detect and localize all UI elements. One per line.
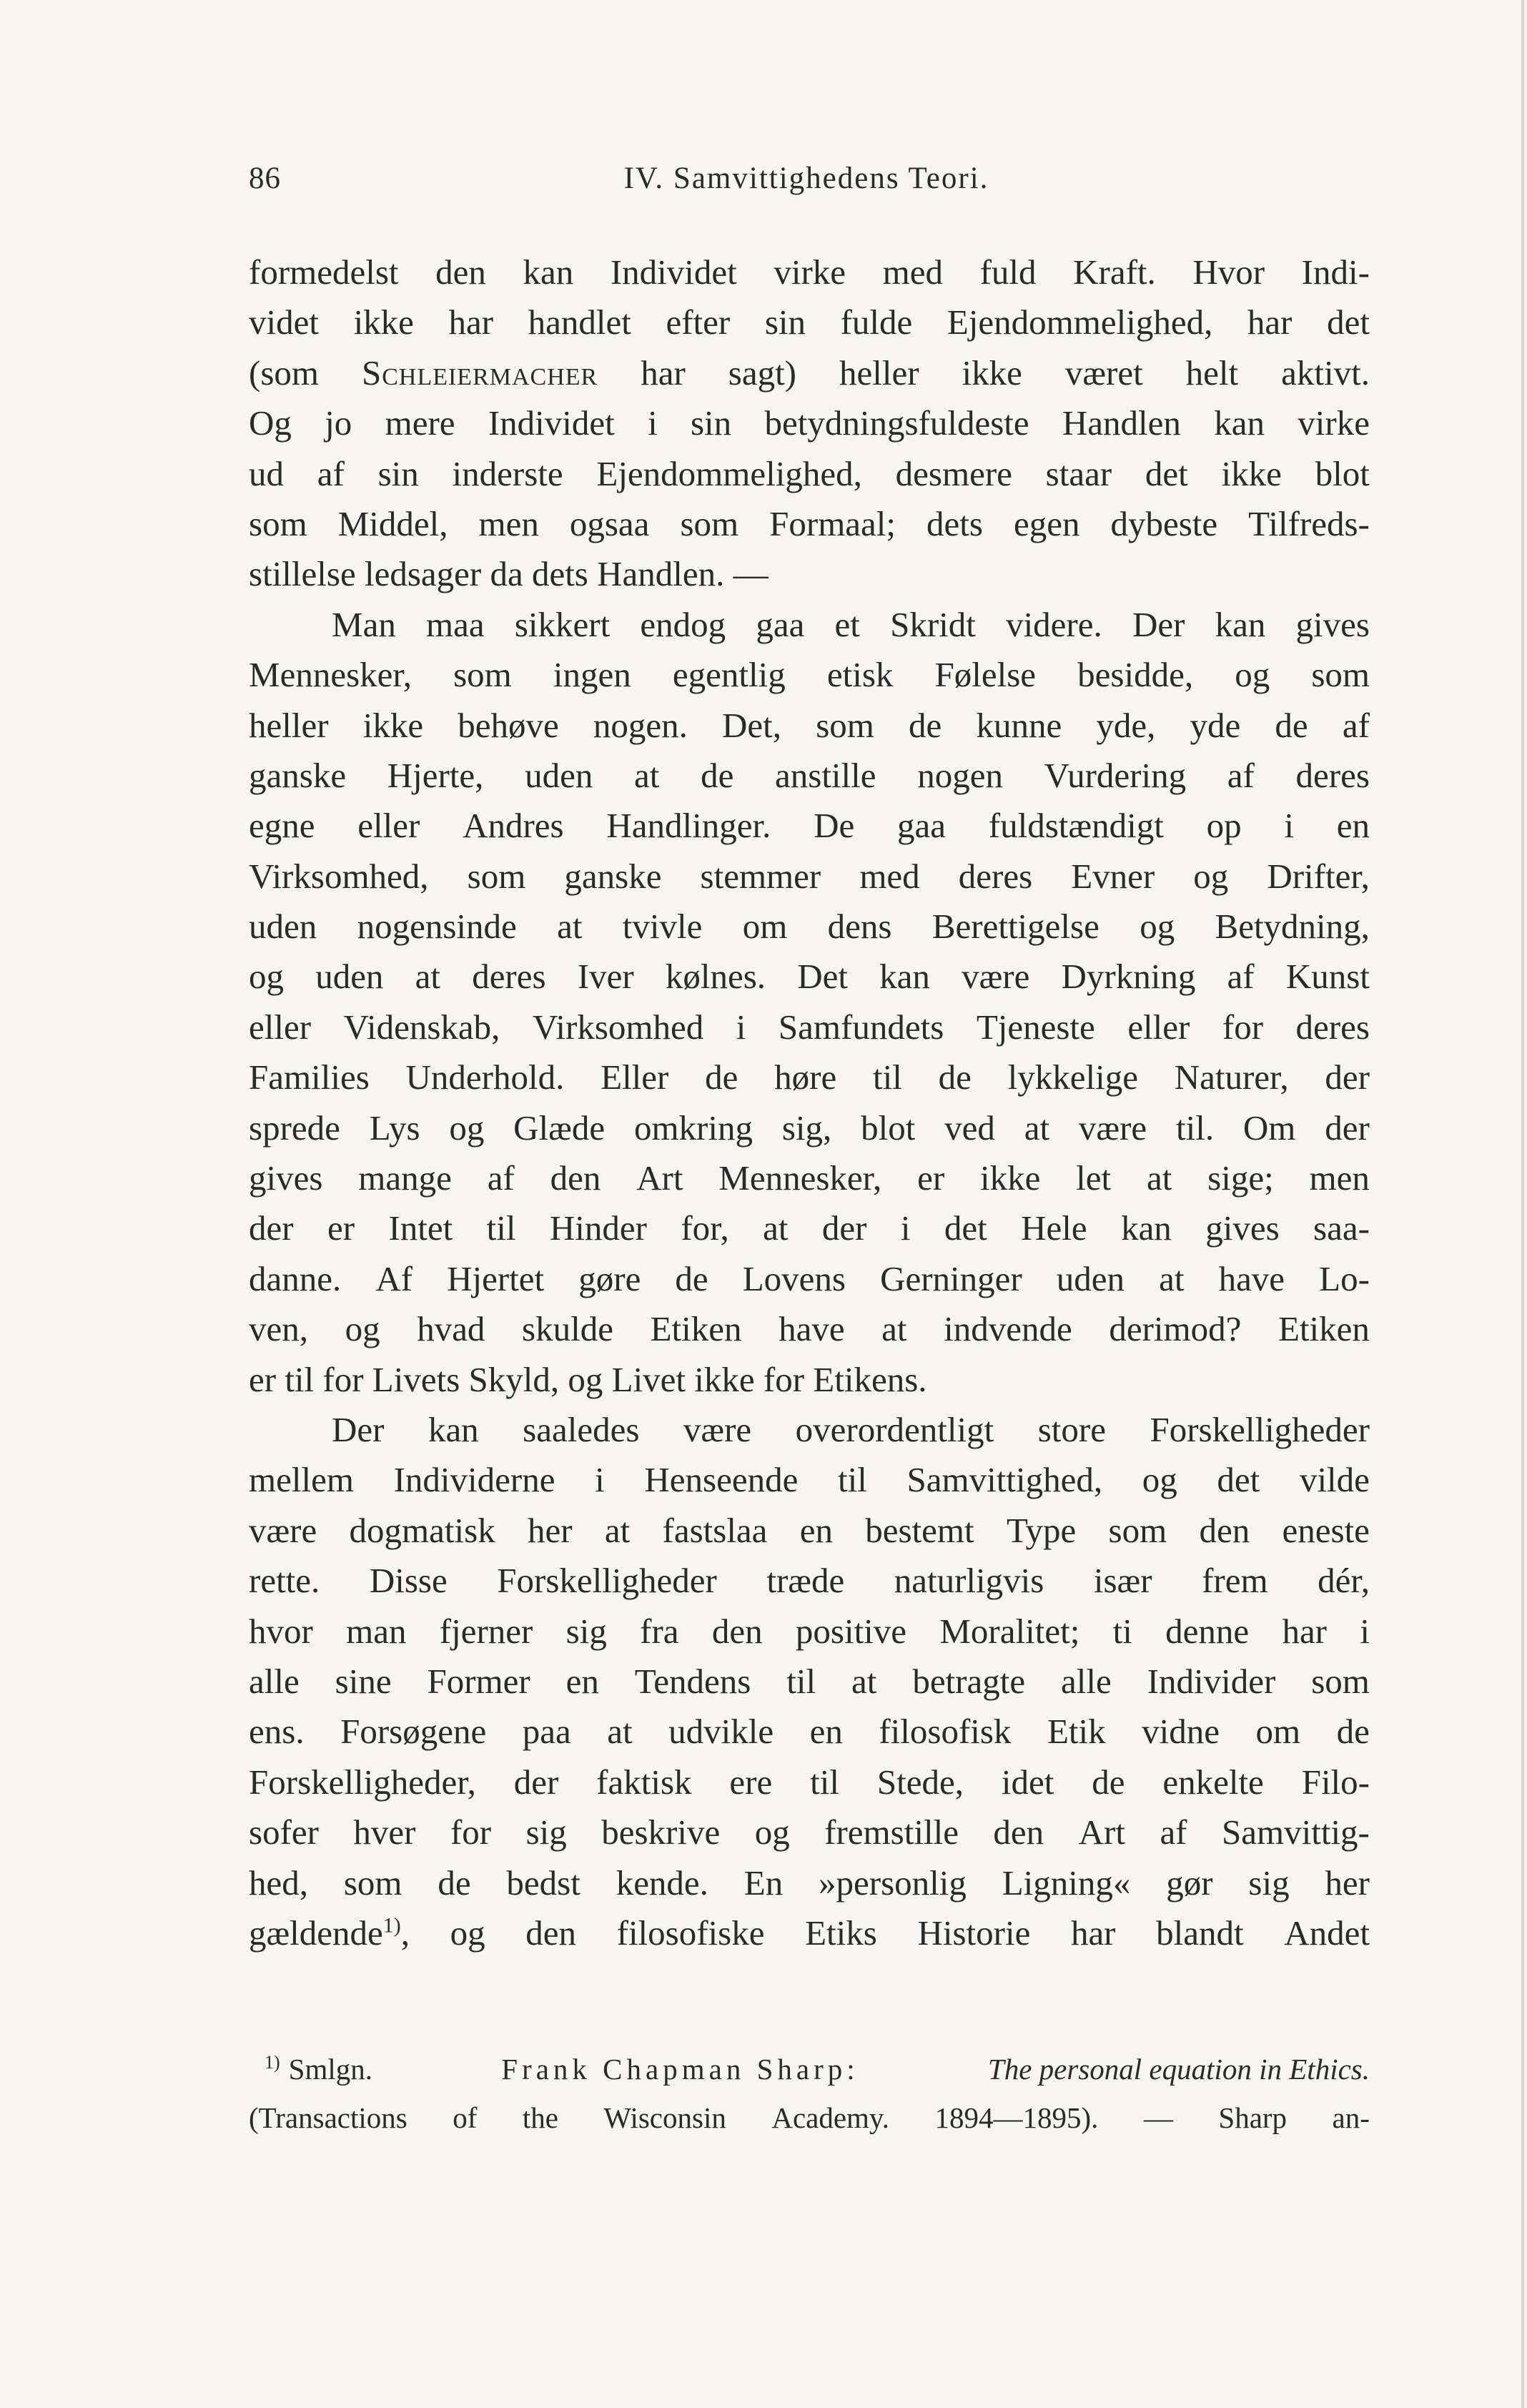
text-line: Og jo mere Individet i sin betydningsfuldeste Handlen kan virke (249, 403, 1370, 443)
footnotes (249, 2045, 1370, 2142)
text-line: er til for Livets Skyld, og Livet ikke for Etikens. (249, 1359, 927, 1399)
footnote-lead (265, 2045, 372, 2093)
footnote-author: Frank Chapman Sharp: (501, 2053, 859, 2086)
running-title: IV. Samvittighedens Teori. (623, 162, 989, 195)
text-line: hvor man fjerner sig fra den positive Moralitet; ti denne har i (249, 1611, 1370, 1651)
text-line: Man maa sikkert endog gaa et Skridt videre. Der kan gives (332, 604, 1370, 644)
text-line: og uden at deres Iver kølnes. Det kan være Dyrkning af Kunst (249, 957, 1370, 997)
text-line: rette. Disse Forskelligheder træde naturligvis især frem dér, (249, 1561, 1370, 1601)
text-line: Forskelligheder, der faktisk ere til Stede, idet de enkelte Filo- (249, 1762, 1370, 1802)
page-edge-shadow (1521, 0, 1524, 2408)
text-line: som Middel, men ogsaa som Formaal; dets egen dybeste Tilfreds- (249, 503, 1370, 543)
text-line: stillelse ledsager da dets Handlen. — (249, 554, 769, 594)
text-line: hed, som de bedst kende. En »personlig Ligning« gør sig her (249, 1862, 1370, 1903)
text-line: danne. Af Hjertet gøre de Lovens Gerninger uden at have Lo- (249, 1258, 1370, 1298)
text-line: ven, og hvad skulde Etiken have at indvende derimod? Etiken (249, 1309, 1370, 1349)
text-line: mellem Individerne i Henseende til Samvittighed, og det vilde (249, 1460, 1370, 1500)
text-line: heller ikke behøve nogen. Det, som de kunne yde, yde de af (249, 705, 1370, 745)
text-line: (som Schleiermacher har sagt) heller ikke været helt aktivt. (249, 352, 1370, 393)
text-line: sprede Lys og Glæde omkring sig, blot ved at være til. Om der (249, 1107, 1370, 1148)
text-line: egne eller Andres Handlinger. De gaa fuldstændigt op i en (249, 806, 1370, 846)
text-line: Der kan saaledes være overordentligt store Forskelligheder (332, 1409, 1370, 1449)
text-line: Virksomhed, som ganske stemmer med deres Evner og Drifter, (249, 856, 1370, 896)
text-line: uden nogensinde at tvivle om dens Berettigelse og Betydning, (249, 907, 1370, 947)
text-line: ud af sin inderste Ejendommelighed, desmere staar det ikke blot (249, 453, 1370, 493)
text-line: formedelst den kan Individet virke med fuld Kraft. Hvor Indi- (249, 252, 1370, 292)
text-line: gives mange af den Art Mennesker, er ikke let at sige; men (249, 1158, 1370, 1198)
text-line: være dogmatisk her at fastslaa en bestemt Type som den eneste (249, 1510, 1370, 1550)
text-line: der er Intet til Hinder for, at der i det Hele kan gives saa- (249, 1208, 1370, 1248)
footnote-line: (Transactions of the Wisconsin Academy. 1894—1895). — Sharp an- (249, 2101, 1370, 2134)
page-header (249, 157, 1364, 200)
footnote-line (249, 2045, 1370, 2093)
footnote-smlgn: Smlgn. (288, 2053, 373, 2086)
text-line: ganske Hjerte, uden at de anstille nogen Vurdering af deres (249, 755, 1370, 795)
text-line: ens. Forsøgene paa at udvikle en filosofisk Etik vidne om de (249, 1712, 1370, 1752)
footnote-mark: 1) (265, 2052, 280, 2073)
text-line: Families Underhold. Eller de høre til de lykkelige Naturer, der (249, 1057, 1370, 1097)
text-line: sofer hver for sig beskrive og fremstille den Art af Samvittig- (249, 1812, 1370, 1852)
text-line: videt ikke har handlet efter sin fulde Ejendommelighed, har det (249, 302, 1370, 342)
body-text (249, 247, 1370, 1958)
text-line: gældende$^{1)}$, og den filosofiske Etiks Historie har blandt Andet (249, 1913, 1370, 1953)
text-line: alle sine Former en Tendens til at betragte alle Individer som (249, 1661, 1370, 1701)
text-line: eller Videnskab, Virksomhed i Samfundets Tjeneste eller for deres (249, 1007, 1370, 1047)
page-number: 86 (249, 162, 281, 195)
text-line: Mennesker, som ingen egentlig etisk Følelse besidde, og som (249, 655, 1370, 695)
footnote-title: The personal equation in Ethics. (987, 2053, 1370, 2086)
